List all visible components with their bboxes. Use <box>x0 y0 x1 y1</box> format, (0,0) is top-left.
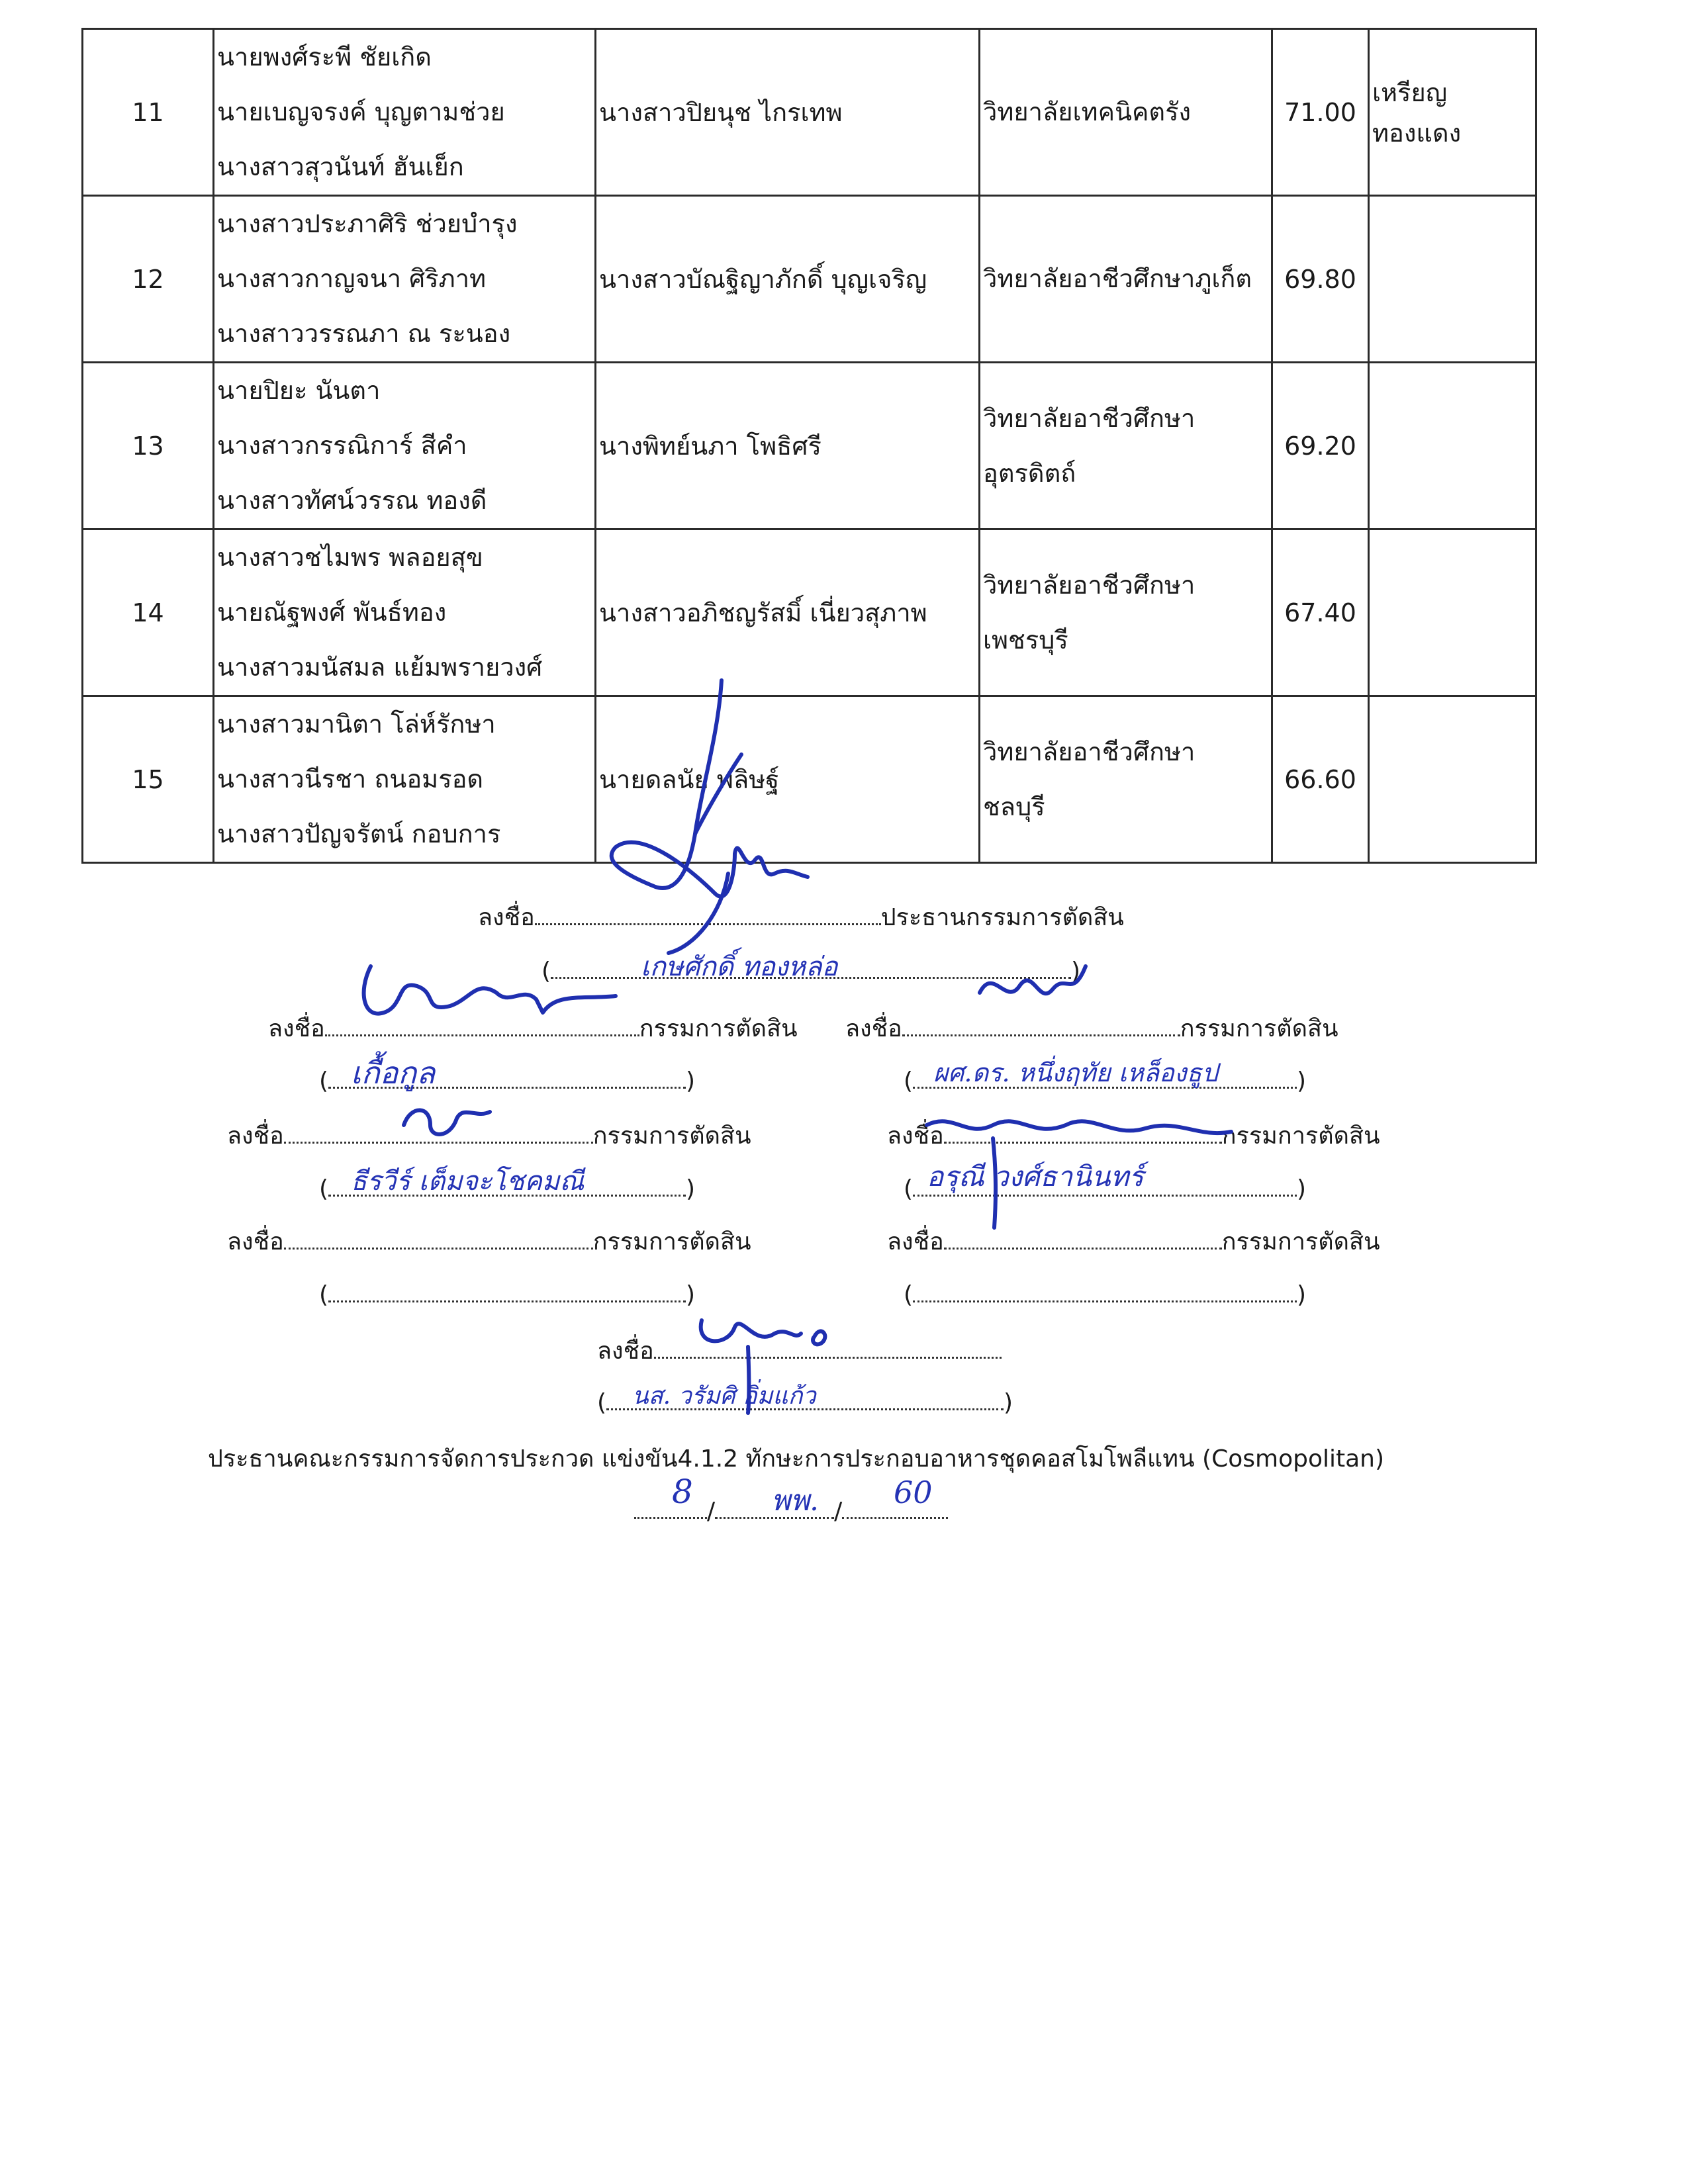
sign-label: ลงชื่อ <box>478 904 535 931</box>
judge1-signature-line: ลงชื่อ กรรมการตัดสิน <box>268 1015 798 1042</box>
organizer-name-parens: ( ) <box>597 1389 1013 1416</box>
organizer-signature <box>688 1307 834 1360</box>
college-name-line: เพชรบุรี <box>983 625 1068 655</box>
award <box>1369 529 1536 696</box>
team-member-name: นางสาวกรรณิการ์ สีคำ <box>217 431 467 460</box>
judge2-name-parens: ( ) <box>904 1068 1307 1095</box>
date-month-handwritten: พพ. <box>771 1484 819 1518</box>
advisor-name: นางสาวบัณฐิญาภักดิ์ บุญเจริญ <box>596 196 980 363</box>
team-member-name: นายณัฐพงศ์ พันธ์ทอง <box>217 598 447 627</box>
chair-signature <box>596 675 821 966</box>
row-number: 14 <box>83 529 214 696</box>
judge6-signature-line: ลงชื่อ กรรมการตัดสิน <box>887 1228 1380 1255</box>
judge3-signature-line: ลงชื่อ กรรมการตัดสิน <box>227 1122 751 1150</box>
team-members <box>214 196 596 363</box>
team-member-name: นางสาวประภาศิริ ช่วยบำรุง <box>217 209 518 238</box>
date-day-handwritten: 8 <box>672 1473 693 1511</box>
team-members <box>214 363 596 529</box>
judge5-signature-line: ลงชื่อ กรรมการตัดสิน <box>227 1228 751 1255</box>
team-members <box>214 29 596 196</box>
team-member-name: นางสาวปัญจรัตน์ กอบการ <box>217 819 501 848</box>
judge2-signature <box>966 953 1099 1026</box>
college-name <box>980 696 1272 863</box>
score: 71.00 <box>1272 29 1369 196</box>
judge4-signature <box>914 1099 1258 1231</box>
award <box>1369 363 1536 529</box>
team-member-name: นางสาวนีรชา ถนอมรอด <box>217 764 484 794</box>
team-member-name: นางสาวทัศน์วรรณ ทองดี <box>217 486 487 515</box>
team-member-name: นางสาววรรณภา ณ ระนอง <box>217 319 511 348</box>
judge5-name-parens: ( ) <box>319 1281 696 1308</box>
college-name-line: วิทยาลัยอาชีวศึกษาภูเก็ต <box>983 264 1252 293</box>
organizer-signature-line: ลงชื่อ <box>597 1337 1002 1366</box>
table-row <box>83 29 1536 196</box>
judge6-name-parens: ( ) <box>904 1281 1307 1308</box>
organizer-handwritten-name: นส. วรัมศิ อิ่มแก้ว <box>632 1383 816 1410</box>
judge1-handwritten-name: เกื้อกูล <box>351 1055 436 1091</box>
date-line: / / <box>634 1497 948 1526</box>
team-member-name: นายเบญจรงค์ บุญตามช่วย <box>217 97 505 126</box>
judge2-handwritten-name: ผศ.ดร. หนึ่งฤทัย เหล็องธูป <box>933 1058 1218 1087</box>
judge1-signature <box>344 953 622 1032</box>
advisor-name: นายดลนัย พลิษฐ์ <box>596 696 980 863</box>
team-member-name: นายปิยะ นันตา <box>217 376 381 405</box>
judge3-signature <box>391 1092 496 1145</box>
award <box>1369 696 1536 863</box>
chair-handwritten-name: เกษศักดิ์ ทองหล่อ <box>641 952 838 982</box>
team-member-name: นางสาวมนัสมล แย้มพรายวงศ์ <box>217 653 543 682</box>
college-name-line: อุตรดิตถ์ <box>983 458 1076 488</box>
advisor-name: นางพิทย์นภา โพธิศรี <box>596 363 980 529</box>
advisor-name: นางสาวอภิชญรัสมิ์ เนี่ยวสุภาพ <box>596 529 980 696</box>
table-row <box>83 363 1536 529</box>
team-members <box>214 529 596 696</box>
college-name <box>980 529 1272 696</box>
college-name-line: วิทยาลัยอาชีวศึกษา <box>983 737 1196 766</box>
judge4-name-parens: ( ) <box>904 1175 1307 1203</box>
score: 67.40 <box>1272 529 1369 696</box>
judge4-handwritten-name: อรุณี วงศ์ธานินทร์ <box>927 1160 1144 1193</box>
judge4-signature-line: ลงชื่อ กรรมการตัดสิน <box>887 1122 1380 1150</box>
award: เหรียญทองแดง <box>1369 29 1536 196</box>
date-year-handwritten: 60 <box>894 1475 933 1510</box>
row-number: 11 <box>83 29 214 196</box>
table-row <box>83 529 1536 696</box>
team-member-name: นางสาวมานิตา โล่ห์รักษา <box>217 709 496 739</box>
award <box>1369 196 1536 363</box>
score: 66.60 <box>1272 696 1369 863</box>
judge2-signature-line: ลงชื่อ กรรมการตัดสิน <box>845 1015 1338 1042</box>
team-member-name: นายพงศ์ระพี ชัยเกิด <box>217 42 432 71</box>
chair-name-parens: ( ) <box>541 958 1081 985</box>
row-number: 12 <box>83 196 214 363</box>
team-member-name: นางสาวสุวนันท์ ฮันเย็ก <box>217 152 464 181</box>
organizer-title: ประธานคณะกรรมการจัดการประกวด แข่งขัน4.1.2 ทักษะการประกอบอาหารชุดคอสโมโพลีแทน (Cosmopolitan) <box>208 1445 1385 1473</box>
judge3-handwritten-name: ธีรวีร์ เต็มจะโชคมณี <box>351 1166 585 1197</box>
college-name <box>980 363 1272 529</box>
row-number: 13 <box>83 363 214 529</box>
row-number: 15 <box>83 696 214 863</box>
college-name <box>980 29 1272 196</box>
college-name-line: วิทยาลัยเทคนิคตรัง <box>983 97 1192 126</box>
score: 69.20 <box>1272 363 1369 529</box>
college-name-line: วิทยาลัยอาชีวศึกษา <box>983 570 1196 600</box>
team-member-name: นางสาวกาญจนา ศิริภาท <box>217 264 487 293</box>
college-name <box>980 196 1272 363</box>
judge3-name-parens: ( ) <box>319 1175 696 1203</box>
score: 69.80 <box>1272 196 1369 363</box>
college-name-line: วิทยาลัยอาชีวศึกษา <box>983 403 1196 433</box>
college-name-line: ชลบุรี <box>983 792 1045 821</box>
chair-title: ประธานกรรมการตัดสิน <box>880 904 1124 931</box>
team-members <box>214 696 596 863</box>
advisor-name: นางสาวปิยนุช ไกรเทพ <box>596 29 980 196</box>
team-member-name: นางสาวชไมพร พลอยสุข <box>217 543 483 572</box>
table-row <box>83 196 1536 363</box>
judge1-name-parens: ( ) <box>319 1068 696 1095</box>
